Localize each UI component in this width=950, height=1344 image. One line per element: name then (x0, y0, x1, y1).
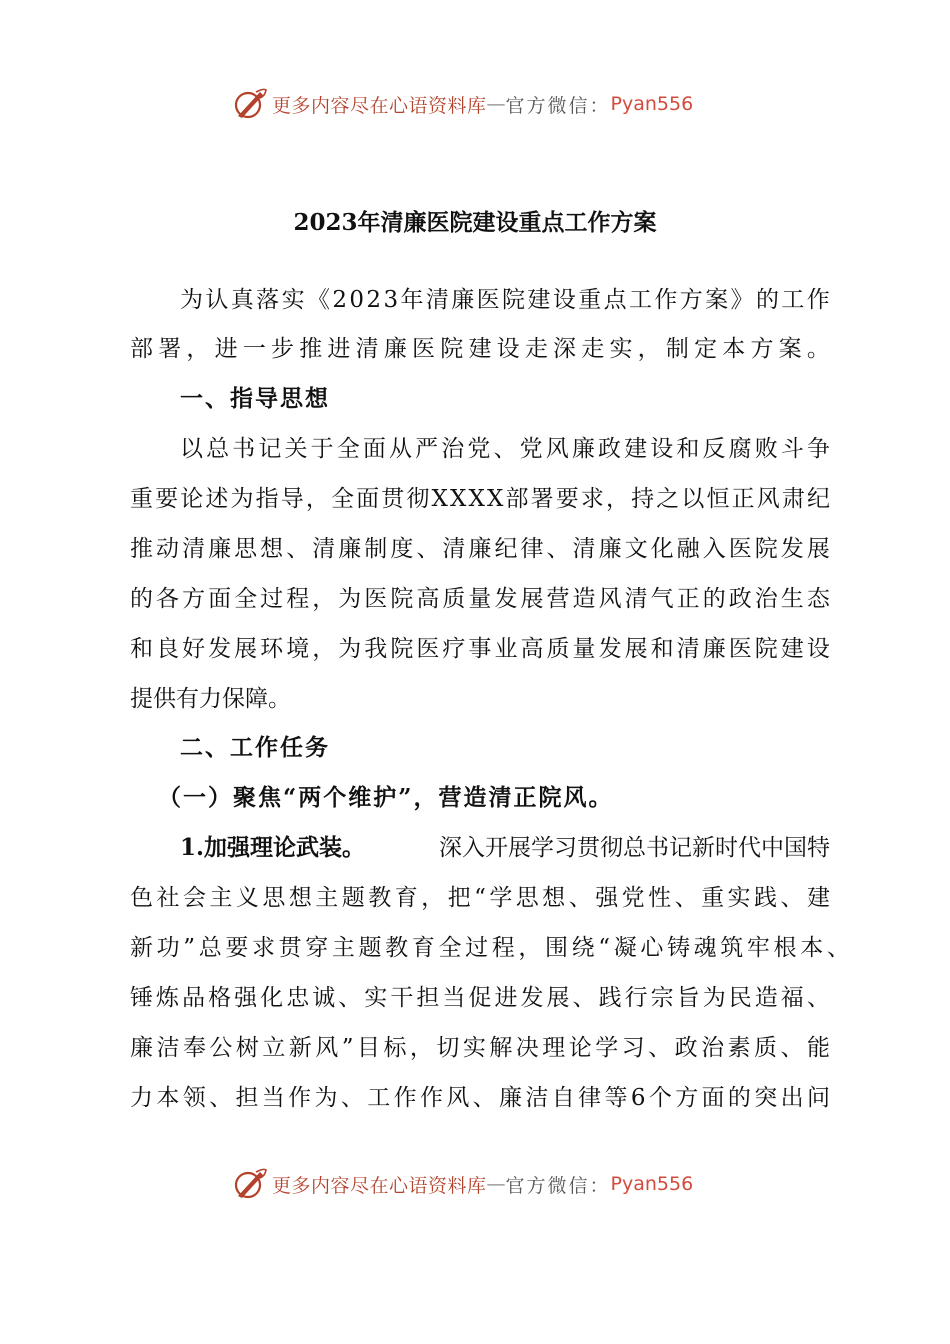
section-heading-guiding-ideology: 一、指导思想 (180, 385, 330, 412)
banner-wechat-id: Pyan556 (610, 93, 694, 115)
quill-pen-logo-icon (232, 86, 268, 122)
banner-text: 更多内容尽在心语资料库 (272, 1174, 487, 1197)
paragraph-line: 力 本 领 、 担 当 作 为 、 工 作 作 风 、 廉 洁 自 律 等 6 个 方 面 的 突 出 问 (130, 1085, 830, 1111)
item-text: 深入开展学习贯彻总书记新时代中国特 (439, 835, 830, 861)
section-heading-work-tasks: 二、工作任务 (180, 734, 330, 761)
paragraph-line: 和 良 好 发 展 环 境 ， 为 我 院 医 疗 事 业 高 质 量 发 展 和 清 廉 医 院 建 设 (130, 636, 830, 662)
paragraph-line: 推 动 清 廉 思 想 、 清 廉 制 度 、 清 廉 纪 律 、 清 廉 文 化 融 入 医 院 发 展 (130, 536, 830, 562)
header-watermark-banner (232, 84, 693, 124)
intro-line: 为 认 真 落 实 《 2 0 2 3 年 清 廉 医 院 建 设 重 点 工 作 方 案 》 的 工 作 (180, 287, 830, 313)
paragraph-line: 色 社 会 主 义 思 想 主 题 教 育 ， 把 “ 学 思 想 、 强 党 性 、 重 实 践 、 建 (130, 885, 830, 911)
banner-wechat-label: 官方微信： (505, 1174, 611, 1197)
paragraph-line: 廉 洁 奉 公 树 立 新 风 ” 目 标 ， 切 实 解 决 理 论 学 习 、 政 治 素 质 、 能 (130, 1035, 830, 1061)
document-title: 2023年清廉医院建设重点工作方案 (293, 209, 657, 236)
banner-wechat-id: Pyan556 (610, 1173, 694, 1195)
banner-separator: — (486, 1173, 506, 1195)
banner-separator: — (486, 93, 506, 115)
paragraph-line: 重 要 论 述 为 指 导 ， 全 面 贯 彻 X X X X 部 署 要 求 ， 持 之 以 恒 正 风 肃 纪 (130, 486, 830, 512)
intro-line: 部 署 ， 进 一 步 推 进 清 廉 医 院 建 设 走 深 走 实 ， 制 定 本 方 案 。 (130, 336, 830, 362)
footer-watermark-banner (232, 1164, 693, 1204)
quill-pen-logo-icon (232, 1166, 268, 1202)
item-label: 1.加强理论武装。 (180, 834, 366, 861)
paragraph-line: 以 总 书 记 关 于 全 面 从 严 治 党 、 党 风 廉 政 建 设 和 反 腐 败 斗 争 (180, 436, 830, 462)
paragraph-line: 新 功 ” 总 要 求 贯 穿 主 题 教 育 全 过 程 ， 围 绕 “ 凝 心 铸 魂 筑 牢 根 本 、 (130, 935, 850, 961)
banner-wechat-label: 官方微信： (505, 94, 611, 117)
subsection-heading: （一）聚焦“两个维护”，营造清正院风。 (158, 784, 614, 811)
paragraph-line: 的 各 方 面 全 过 程 ， 为 医 院 高 质 量 发 展 营 造 风 清 气 正 的 政 治 生 态 (130, 586, 830, 612)
paragraph-line (180, 832, 830, 864)
paragraph-line: 提供有力保障。 (130, 686, 291, 712)
banner-text: 更多内容尽在心语资料库 (272, 94, 487, 117)
paragraph-line: 锤 炼 品 格 强 化 忠 诚 、 实 干 担 当 促 进 发 展 、 践 行 宗 旨 为 民 造 福 、 (130, 985, 830, 1011)
